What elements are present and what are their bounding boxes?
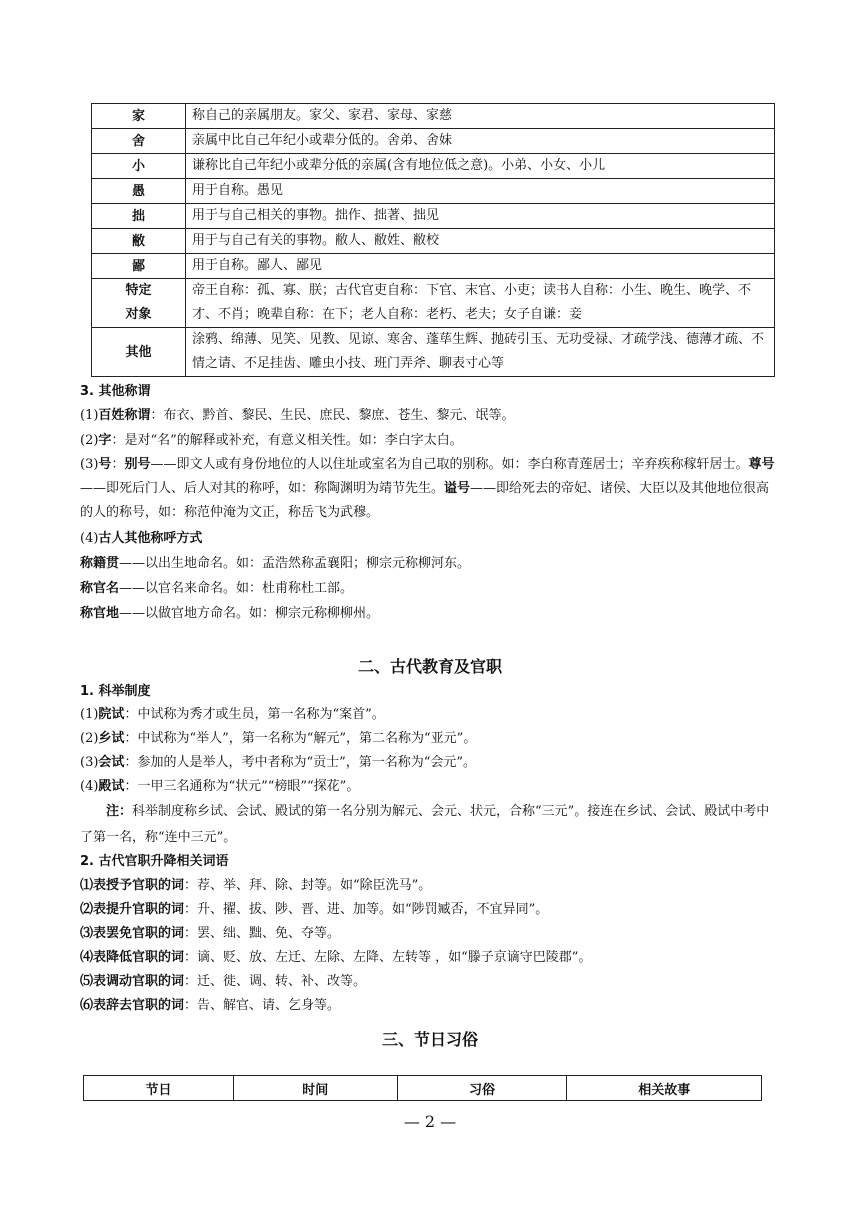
term-label: 院试 — [98, 707, 125, 722]
term-text: ——即死后门人、后人对其的称呼，如：称陶渊明为靖节先生。 — [80, 481, 445, 496]
term-text: ：参加的人是举人，考中者称为“贡士”，第一名称为“会元”。 — [124, 755, 477, 770]
table-row — [92, 104, 775, 129]
term-text: ：告、解官、请、乞身等。 — [184, 998, 341, 1013]
item-number: (2) — [80, 731, 99, 746]
term-text: ：布衣、黔首、黎民、生民、庶民、黎庶、苍生、黎元、氓等。 — [150, 408, 515, 423]
term-label: ⑷表降低官职的词 — [80, 950, 185, 965]
term-item — [80, 996, 780, 1016]
term-text: ：罢、绌、黜、免、夺等。 — [184, 926, 341, 941]
table-key-cell: 小 — [92, 154, 186, 179]
term-text: ：中试称为“举人”，第一名称为“解元”，第二名称为“亚元”。 — [124, 731, 477, 746]
table-row — [92, 254, 775, 279]
table-value-cell: 谦称比自己年纪小或辈分低的亲属(含有地位低之意)。小弟、小女、小儿 — [186, 154, 775, 179]
term-label: 号 — [98, 457, 112, 472]
term-label: ⑶表罢免官职的词 — [80, 926, 185, 941]
item-number: (3) — [80, 755, 99, 770]
table-key-cell — [92, 279, 186, 328]
page-number: — 2 — — [403, 1112, 457, 1131]
term-text: ——即文人或有身份地位的人以住址或室名为自己取的别称。如：李白称青莲居士；辛弃疾称稼轩居士。 — [150, 457, 749, 472]
table-row — [92, 179, 775, 204]
term-label: 称官地 — [80, 606, 120, 621]
section-heading: 3. 其他称谓 — [80, 384, 151, 399]
term-label: ⑵表提升官职的词 — [80, 902, 185, 917]
exam-item — [80, 729, 780, 749]
term-item — [80, 948, 780, 968]
term-label: 会试 — [98, 755, 125, 770]
term-text: ：迁、徙、调、转、补、改等。 — [184, 974, 367, 989]
term-label: ⑹表辞去官职的词 — [80, 998, 185, 1013]
table-key-cell: 其他 — [92, 328, 186, 377]
term-text: ：是对“名”的解释或补充，有意义相关性。如：李白字太白。 — [111, 433, 463, 448]
table-header-row — [84, 1076, 762, 1101]
table-row — [92, 279, 775, 328]
term-text: ：谪、贬、放、左迁、左除、左降、左转等 ，如“滕子京谪守巴陵郡”。 — [184, 950, 592, 965]
table-key-cell: 家 — [92, 104, 186, 129]
table-value-cell: 称自己的亲属朋友。家父、家君、家母、家慈 — [186, 104, 775, 129]
table-header-cell: 节日 — [84, 1076, 234, 1101]
festival-table — [83, 1075, 762, 1101]
term-label: 殿试 — [98, 779, 125, 794]
table-header-cell: 时间 — [233, 1076, 397, 1101]
term-label: ⑴表授予官职的词 — [80, 878, 185, 893]
term-text: ——以做官地方命名。如：柳宗元称柳柳州。 — [119, 606, 380, 621]
term-label: 古人其他称呼方式 — [98, 531, 203, 546]
note-label: 注： — [106, 804, 133, 819]
term-text: ——以官名来命名。如：杜甫称杜工部。 — [119, 581, 354, 596]
term-item — [80, 924, 780, 944]
exam-item — [80, 777, 780, 797]
table-value-cell: 用于与自己相关的事物。拙作、拙著、拙见 — [186, 204, 775, 229]
paragraph — [80, 554, 780, 574]
term-label: ⑸表调动官职的词 — [80, 974, 185, 989]
table-key-cell: 敝 — [92, 229, 186, 254]
term-label: 尊号 — [748, 457, 775, 472]
item-number: (4) — [80, 779, 99, 794]
term-text: ——以出生地命名。如：孟浩然称孟襄阳；柳宗元称柳河东。 — [119, 556, 471, 571]
term-item — [80, 876, 780, 896]
table-row — [92, 328, 775, 377]
term-item — [80, 972, 780, 992]
term-text: ——即给死去的帝妃、诸侯、大臣以及其他地位很高的人的称号，如：称范仲淹为文正，称岳飞为武穆。 — [80, 481, 770, 520]
table-value-cell: 用于自称。鄙人、鄙见 — [186, 254, 775, 279]
note-paragraph — [80, 799, 780, 851]
term-label: 谥号 — [444, 481, 471, 496]
humble-terms-table — [91, 103, 775, 377]
paragraph: (3)号：别号——即文人或有身份地位的人以住址或室名为自己取的别称。如：李白称青莲居士；辛弃疾称稼轩居士。尊号——即死后门人、后人对其的称呼，如：称陶渊明为靖节先生。谥号——即给死去的帝妃、诸侯、大臣以及其他地位很高的人的称号，如：称范仲淹为文正，称岳飞为武穆。 — [80, 457, 775, 520]
paragraph — [80, 579, 780, 599]
item-number: (1) — [80, 707, 99, 722]
table-row — [92, 229, 775, 254]
table-key-cell: 拙 — [92, 204, 186, 229]
table-key-cell: 舍 — [92, 129, 186, 154]
term-label: 乡试 — [98, 731, 125, 746]
term-text: ：一甲三名通称为“状元”“榜眼”“探花”。 — [124, 779, 360, 794]
term-label: 称籍贯 — [80, 556, 120, 571]
table-value-cell: 涂鸦、绵薄、见笑、见教、见谅、寒舍、蓬荜生辉、抛砖引玉、无功受禄、才疏学浅、德薄才疏、不情之请、不足挂齿、雕虫小技、班门弄斧、聊表寸心等 — [186, 328, 775, 377]
section-heading: 2. 古代官职升降相关词语 — [80, 854, 229, 869]
table-row — [92, 154, 775, 179]
term-text: ：荐、举、拜、除、封等。如“除臣洗马”。 — [184, 878, 432, 893]
section-title: 二、古代教育及官职 — [357, 657, 502, 676]
term-label: 别号 — [124, 457, 151, 472]
table-header-cell: 习俗 — [397, 1076, 567, 1101]
term-label: 字 — [98, 433, 112, 448]
table-key-line: 对象 — [125, 307, 152, 322]
section-title: 三、节日习俗 — [381, 1030, 478, 1049]
table-key-cell: 愚 — [92, 179, 186, 204]
paragraph — [80, 604, 780, 624]
table-value-cell: 亲属中比自己年纪小或辈分低的。舍弟、舍妹 — [186, 129, 775, 154]
exam-item — [80, 705, 780, 725]
table-row — [92, 129, 775, 154]
term-label: 称官名 — [80, 581, 120, 596]
term-label: 百姓称谓 — [98, 408, 151, 423]
paragraph: (1)百姓称谓：布衣、黔首、黎民、生民、庶民、黎庶、苍生、黎元、氓等。 — [80, 408, 515, 423]
term-text: ：升、擢、拔、陟、晋、进、加等。如“陟罚臧否，不宜异同”。 — [184, 902, 549, 917]
note-text: 科举制度称乡试、会试、殿试的第一名分别为解元、会元、状元，合称“三元”。接连在乡试、会试、殿试中考中了第一名，称“连中三元”。 — [80, 804, 770, 845]
paragraph: (4)古人其他称呼方式 — [80, 531, 203, 546]
table-key-cell: 鄙 — [92, 254, 186, 279]
paragraph: (2)字：是对“名”的解释或补充，有意义相关性。如：李白字太白。 — [80, 433, 463, 448]
table-value-cell: 帝王自称：孤、寡、朕；古代官吏自称：下官、末官、小吏；读书人自称：小生、晚生、晚学、不才、不肖；晚辈自称：在下；老人自称：老朽、老夫；女子自谦：妾 — [186, 279, 775, 328]
table-key-line: 特定 — [125, 283, 152, 298]
table-header-cell: 相关故事 — [567, 1076, 762, 1101]
exam-item — [80, 753, 780, 773]
term-item — [80, 900, 780, 920]
section-heading: 1. 科举制度 — [80, 684, 151, 699]
table-value-cell: 用于自称。愚见 — [186, 179, 775, 204]
term-text: ：中试称为秀才或生员，第一名称为“案首”。 — [124, 707, 385, 722]
table-value-cell: 用于与自己有关的事物。敝人、敝姓、敝校 — [186, 229, 775, 254]
table-row — [92, 204, 775, 229]
